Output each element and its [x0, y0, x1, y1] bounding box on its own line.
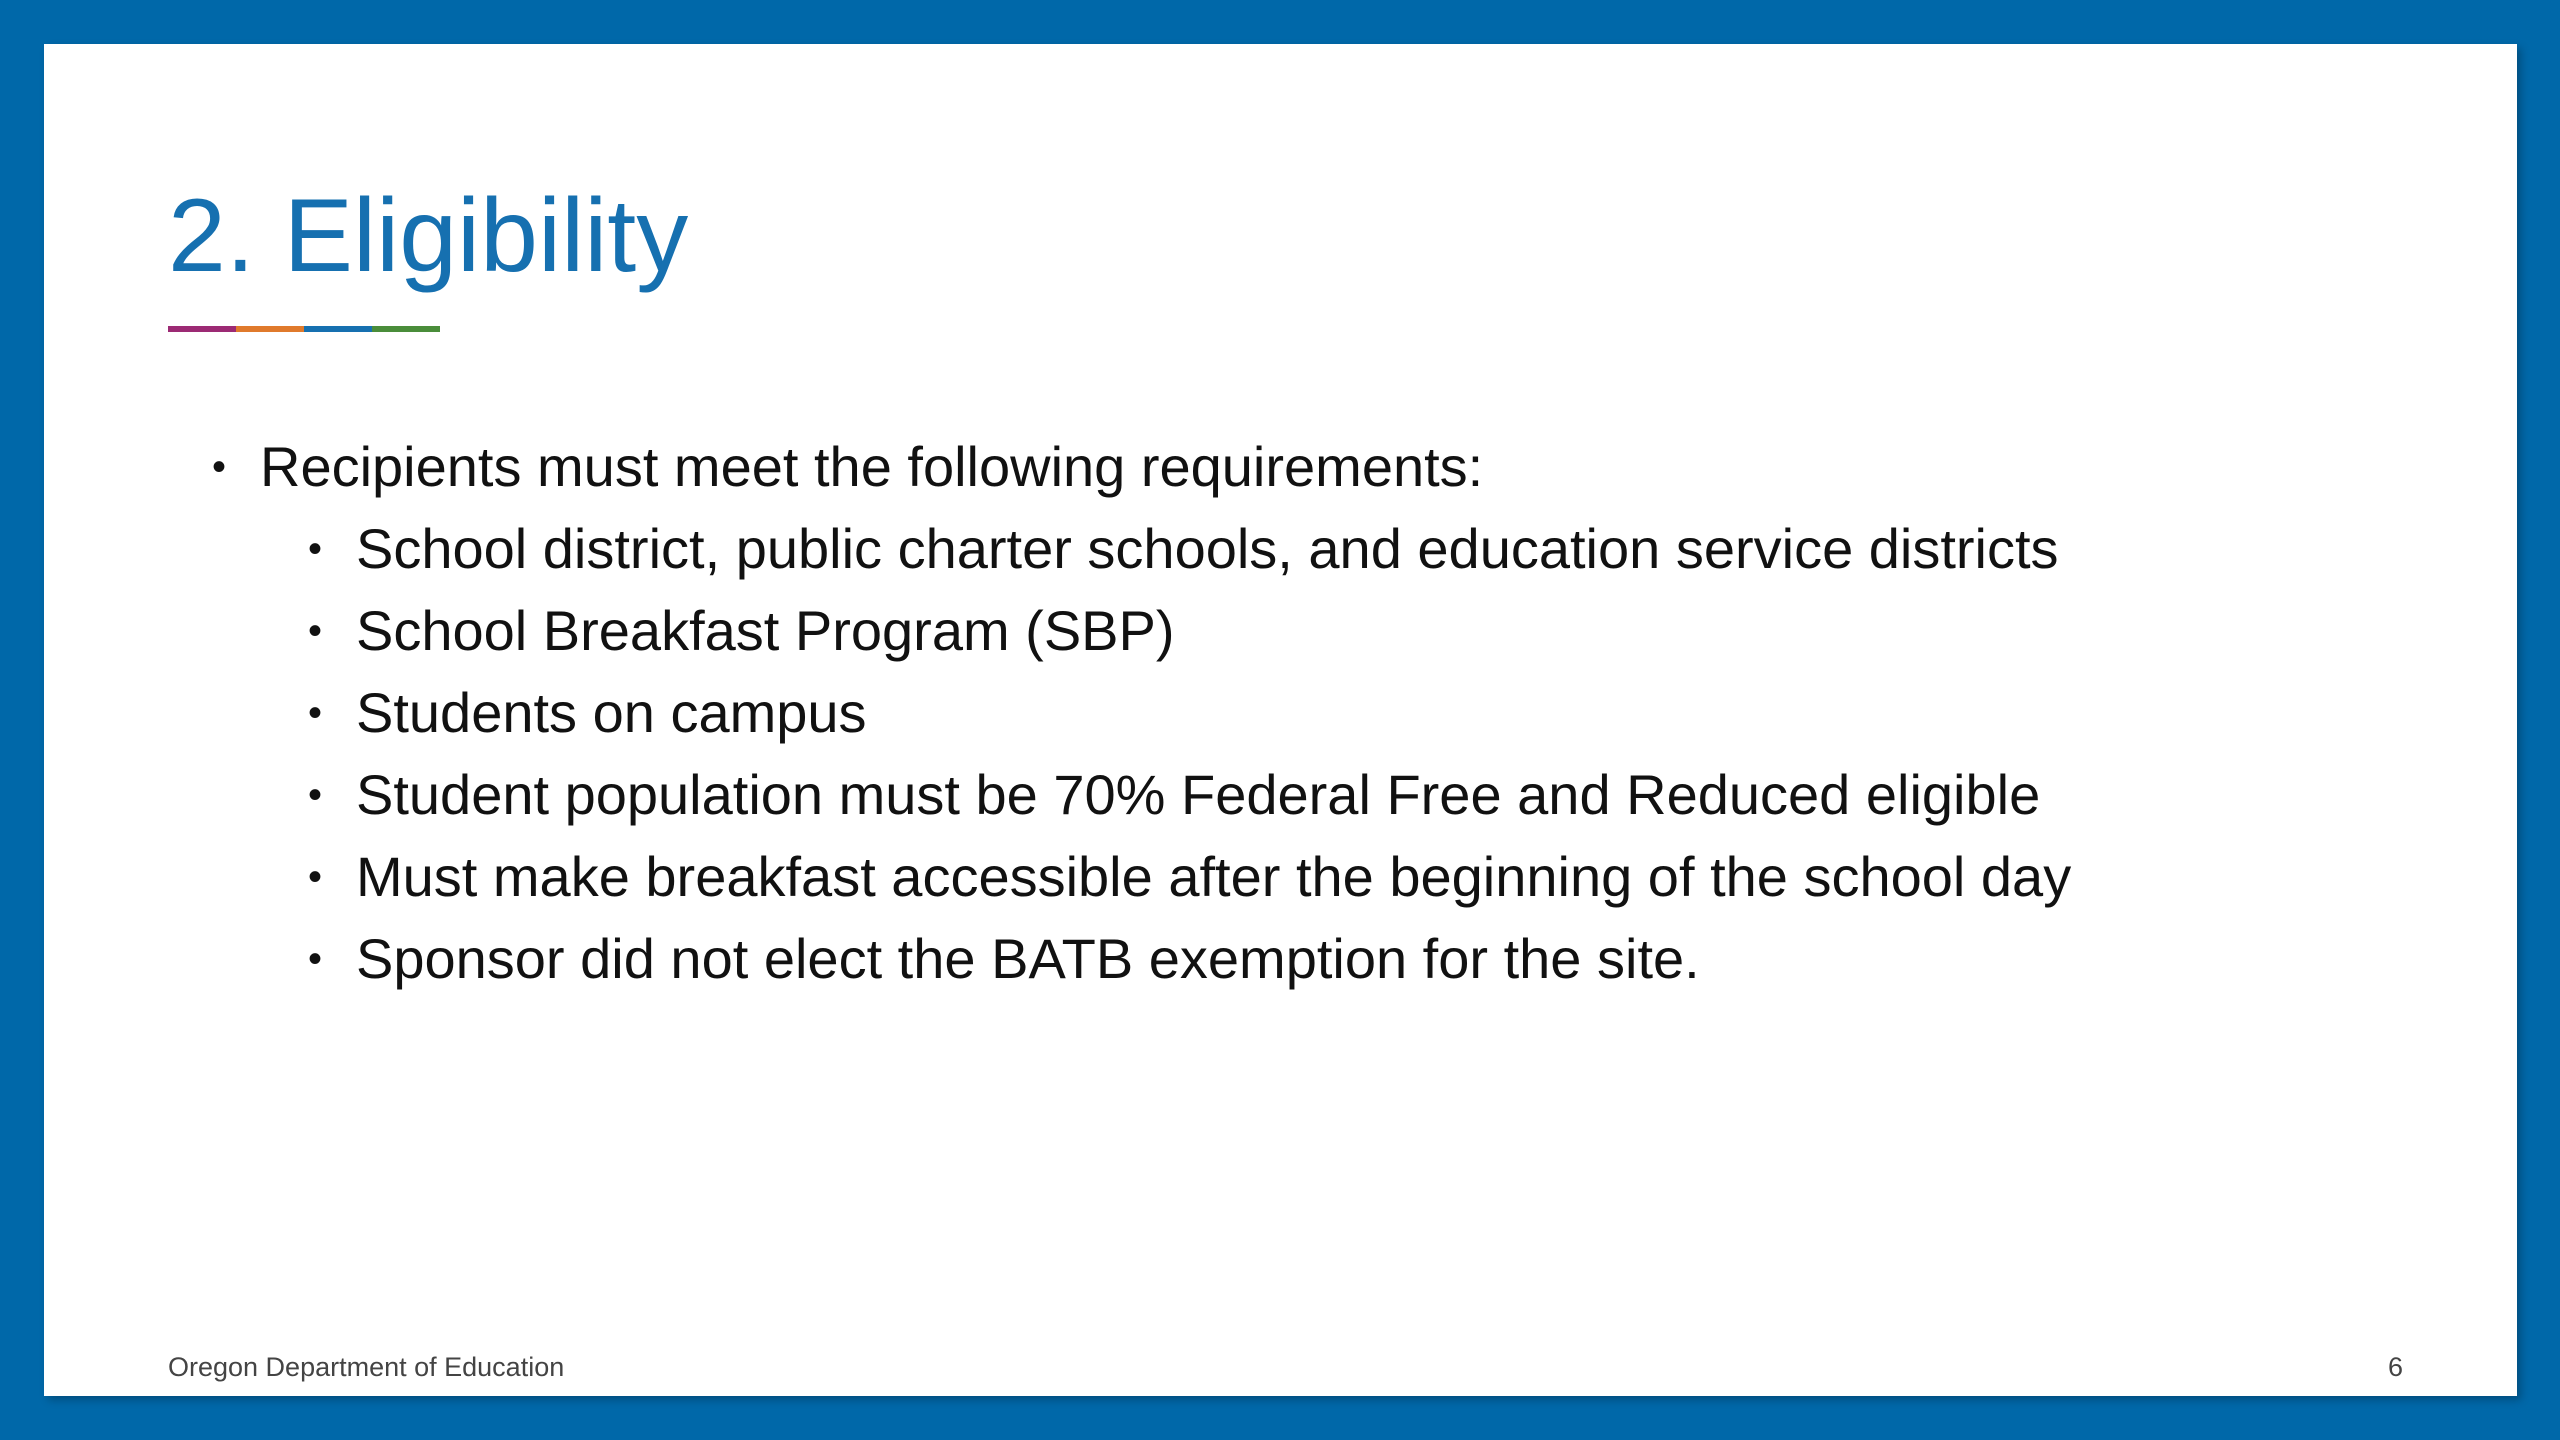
- requirement-text: School district, public charter schools, and education service districts: [356, 517, 2059, 580]
- bullet-intro: [168, 426, 2418, 508]
- slide-title: 2. Eligibility: [168, 178, 689, 294]
- requirement-item: [168, 508, 2418, 590]
- bullet-icon: •: [308, 773, 323, 817]
- bullet-icon: •: [308, 527, 323, 571]
- bullet-icon: •: [308, 855, 323, 899]
- requirement-text: Sponsor did not elect the BATB exemption for the site.: [356, 927, 1700, 990]
- bullet-icon: •: [308, 691, 323, 735]
- bullet-icon: •: [212, 445, 227, 489]
- requirement-text: School Breakfast Program (SBP): [356, 599, 1175, 662]
- requirement-item: [168, 918, 2418, 1000]
- title-underline: [168, 326, 440, 332]
- requirement-item: [168, 754, 2418, 836]
- bullet-intro-text: Recipients must meet the following requirements:: [260, 435, 1484, 498]
- page-number: 6: [2387, 1352, 2403, 1382]
- underline-segment-green: [372, 326, 440, 332]
- underline-segment-magenta: [168, 326, 236, 332]
- slide: [44, 44, 2517, 1396]
- requirement-item: [168, 672, 2418, 754]
- bullet-icon: •: [308, 937, 323, 981]
- underline-segment-orange: [236, 326, 304, 332]
- requirement-item: [168, 590, 2418, 672]
- footer-organization: Oregon Department of Education: [168, 1352, 565, 1382]
- requirements-list: [168, 508, 2418, 1000]
- underline-segment-blue: [304, 326, 372, 332]
- requirement-item: [168, 836, 2418, 918]
- requirement-text: Must make breakfast accessible after the beginning of the school day: [356, 845, 2072, 908]
- bullet-icon: •: [308, 609, 323, 653]
- requirement-text: Students on campus: [356, 681, 867, 744]
- requirement-text: Student population must be 70% Federal Free and Reduced eligible: [356, 763, 2041, 826]
- slide-body: [168, 426, 2418, 1000]
